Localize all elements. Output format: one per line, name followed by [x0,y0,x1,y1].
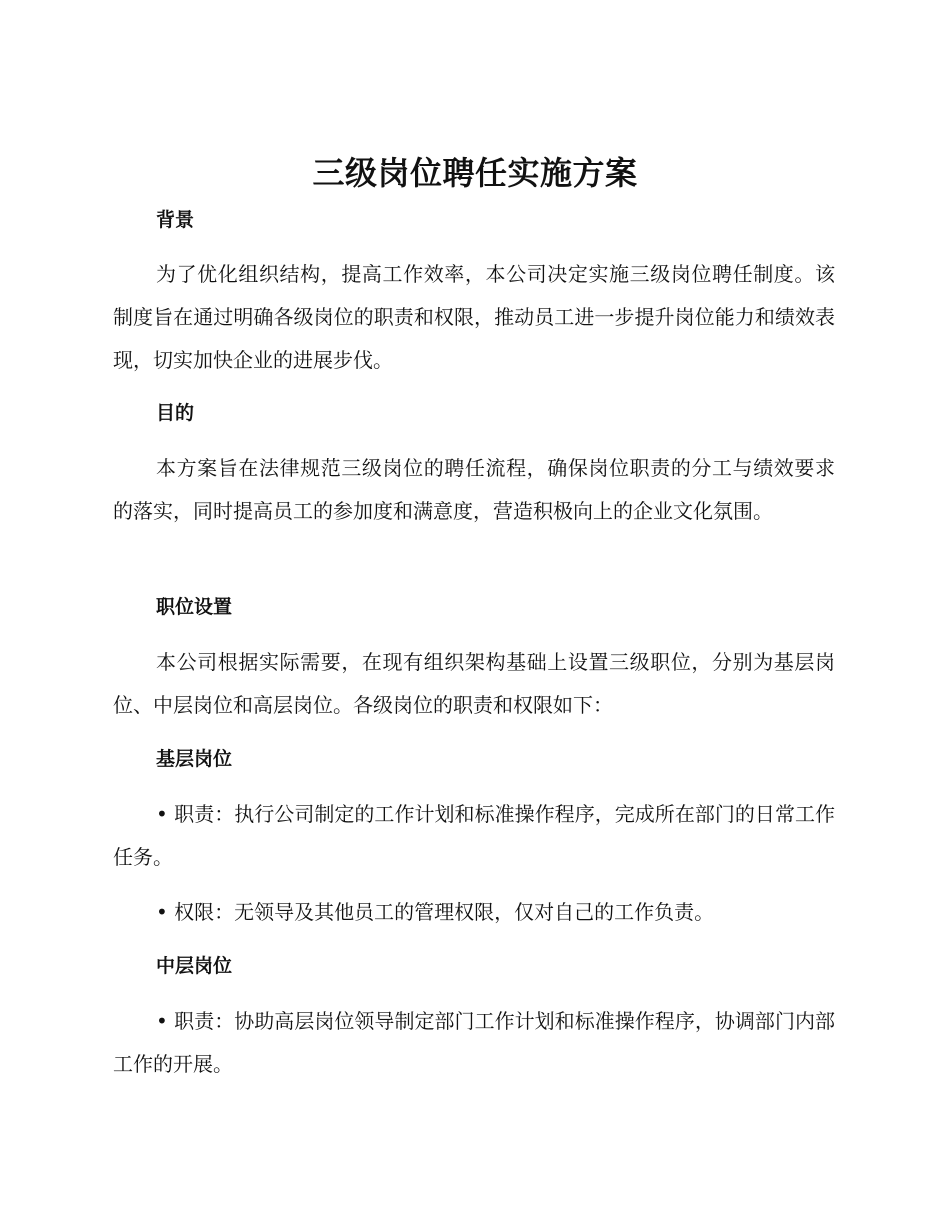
paragraph-background: 为了优化组织结构，提高工作效率，本公司决定实施三级岗位聘任制度。该制度旨在通过明确各级岗位的职责和权限，推动员工进一步提升岗位能力和绩效表现，切实加快企业的进展步伐。 [113,262,835,372]
section-heading-background: 背景 [156,209,195,231]
bullet-middle-duty: • 职责：协助高层岗位领导制定部门工作计划和标准操作程序，协调部门内部工作的开展。 [113,1009,835,1076]
section-heading-basic: 基层岗位 [156,748,233,770]
document-title: 三级岗位聘任实施方案 [312,154,638,192]
bullet-basic-duty: • 职责：执行公司制定的工作计划和标准操作程序，完成所在部门的日常工作任务。 [113,802,835,869]
section-heading-purpose: 目的 [156,402,195,424]
paragraph-purpose: 本方案旨在法律规范三级岗位的聘任流程，确保岗位职责的分工与绩效要求的落实，同时提高员工的参加度和满意度，营造积极向上的企业文化氛围。 [113,456,835,523]
bullet-basic-authority: • 权限：无领导及其他员工的管理权限，仅对自己的工作负责。 [156,900,715,924]
section-heading-middle: 中层岗位 [156,955,233,977]
paragraph-positions: 本公司根据实际需要，在现有组织架构基础上设置三级职位，分别为基层岗位、中层岗位和高层岗位。各级岗位的职责和权限如下： [113,650,835,717]
section-heading-positions: 职位设置 [156,596,233,618]
